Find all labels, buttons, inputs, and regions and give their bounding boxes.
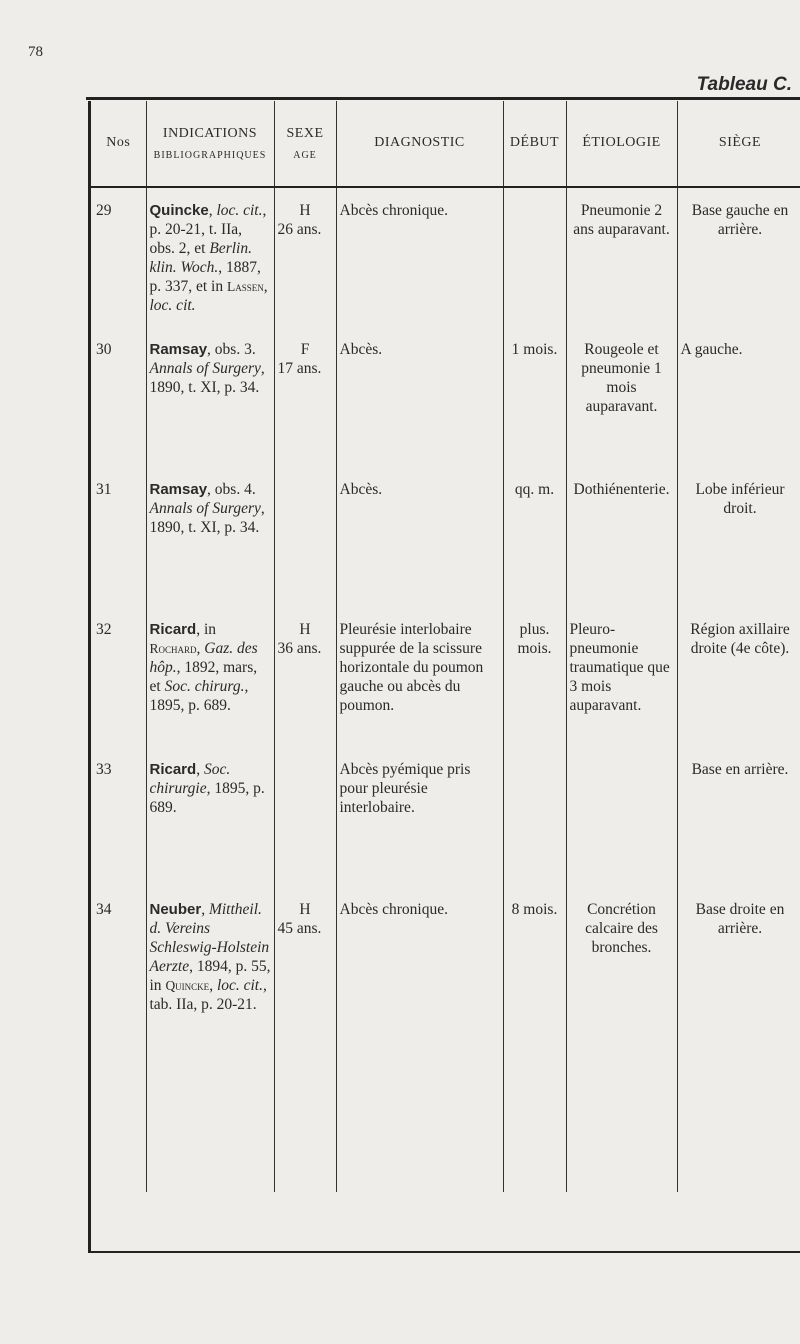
ref-part: loc. cit. [149, 296, 196, 314]
case-author: Neuber [149, 901, 202, 918]
header-indications-line1: INDICATIONS [162, 125, 258, 141]
case-number: 34 [91, 887, 146, 1192]
case-reference [146, 327, 274, 467]
case-debut [503, 187, 566, 327]
ref-part: , 1894, p. 55, in [149, 957, 271, 994]
ref-part: , [208, 202, 217, 219]
case-author: Ramsay [149, 341, 208, 358]
case-reference [146, 607, 274, 747]
ref-part: , [209, 976, 217, 994]
ref-part: Lassen [227, 278, 264, 294]
cases-table-frame [88, 101, 800, 1251]
case-sexe-age [274, 747, 336, 887]
table-row [91, 327, 800, 467]
ref-part: , obs. 3. [207, 341, 256, 358]
case-siege: Base droite en arrière. [677, 887, 800, 1192]
ref-part: Berlin. klin. Woch. [149, 239, 252, 276]
ref-part: , 1895, p. 689. [149, 677, 249, 714]
case-number: 30 [91, 327, 146, 467]
case-etiologie: Pleuro-pneumonie traumatique que 3 mois auparavant. [566, 607, 677, 747]
ref-part: , [196, 639, 205, 657]
case-etiologie: Concrétion calcaire des bronches. [566, 887, 677, 1192]
case-age: 17 ans. [277, 359, 322, 377]
ref-part: , p. 20-21, t. IIa, obs. 2, et [149, 202, 267, 257]
ref-part: Soc. chirurgie [149, 761, 231, 797]
bottom-rule [88, 1251, 800, 1253]
case-sexe: H [299, 202, 311, 219]
ref-part: , tab. IIa, p. 20-21. [149, 976, 267, 1013]
cases-table [91, 101, 800, 1192]
ref-part: , [201, 901, 209, 918]
case-diagnostic: Abcès. [336, 327, 503, 467]
header-indications [146, 101, 274, 187]
running-title: Tableau C. [696, 74, 792, 95]
ref-part: Mittheil. d. Vereins Schleswig-Holstein Aerzte [149, 901, 270, 975]
header-siege: SIÈGE [677, 101, 800, 187]
ref-part: Gaz. des hôp. [149, 639, 258, 676]
case-debut: 1 mois. [503, 327, 566, 467]
table-row [91, 887, 800, 1192]
table-row [91, 187, 800, 327]
case-number: 33 [91, 747, 146, 887]
case-sexe-age [274, 187, 336, 327]
case-reference [146, 467, 274, 607]
ref-part: , 1890, t. XI, p. 34. [149, 359, 265, 396]
case-diagnostic: Pleurésie interlobaire suppurée de la scissure horizontale du poumon gauche ou abcès du poumon. [336, 607, 503, 747]
case-etiologie: Pneumonie 2 ans auparavant. [566, 187, 677, 327]
ref-part: , 1887, p. 337, et in [149, 258, 261, 295]
header-row [91, 101, 800, 187]
case-author: Ramsay [149, 481, 208, 498]
header-sexe-line1: SEXE [286, 125, 324, 141]
ref-part: Quincke [165, 977, 210, 993]
header-no: Nos [91, 101, 146, 187]
case-etiologie: Dothiénenterie. [566, 467, 677, 607]
case-siege: Lobe inférieur droit. [677, 467, 800, 607]
top-rule [86, 97, 800, 100]
ref-part: cit. [243, 202, 263, 219]
case-etiologie: Rougeole et pneumonie 1 mois auparavant. [566, 327, 677, 467]
ref-part: loc. [216, 202, 240, 219]
case-number: 32 [91, 607, 146, 747]
table-row [91, 607, 800, 747]
case-sexe-age [274, 607, 336, 747]
case-debut: qq. m. [503, 467, 566, 607]
case-age: 36 ans. [277, 639, 322, 657]
case-reference [146, 187, 274, 327]
ref-part: , [196, 761, 204, 778]
ref-part: , 1890, t. XI, p. 34. [149, 499, 265, 536]
case-sexe: F [300, 341, 310, 358]
case-sexe-age [274, 327, 336, 467]
header-sexe [274, 101, 336, 187]
header-diagnostic: DIAGNOSTIC [336, 101, 503, 187]
page-number: 78 [28, 44, 43, 60]
header-sexe-line2: AGE [293, 150, 317, 162]
case-reference [146, 747, 274, 887]
case-siege: Région axillaire droite (4e côte). [677, 607, 800, 747]
header-indications-line2: BIBLIOGRAPHIQUES [153, 150, 267, 162]
case-etiologie [566, 747, 677, 887]
case-debut [503, 747, 566, 887]
case-number: 31 [91, 467, 146, 607]
header-etiologie: ÉTIOLOGIE [566, 101, 677, 187]
ref-part: , in [196, 621, 216, 638]
table-row [91, 747, 800, 887]
header-debut: DÉBUT [503, 101, 566, 187]
case-number: 29 [91, 187, 146, 327]
case-diagnostic: Abcès chronique. [336, 187, 503, 327]
case-diagnostic: Abcès pyémique pris pour pleurésie interlobaire. [336, 747, 503, 887]
ref-part: , 1895, p. 689. [149, 779, 265, 816]
ref-part: loc. cit. [216, 976, 263, 994]
case-sexe-age [274, 467, 336, 607]
case-sexe: H [299, 621, 311, 638]
case-author: Quincke [149, 202, 209, 219]
case-siege: Base gauche en arrière. [677, 187, 800, 327]
case-diagnostic: Abcès chronique. [336, 887, 503, 1192]
case-diagnostic: Abcès. [336, 467, 503, 607]
case-sexe: H [299, 901, 311, 918]
case-author: Ricard [149, 621, 197, 638]
table-row [91, 467, 800, 607]
case-siege: Base en arrière. [677, 747, 800, 887]
case-debut: 8 mois. [503, 887, 566, 1192]
ref-part: Annals of Surgery [149, 499, 261, 517]
case-debut: plus. mois. [503, 607, 566, 747]
case-age: 26 ans. [277, 220, 322, 238]
ref-part: Annals of Surgery [149, 359, 261, 377]
case-reference [146, 887, 274, 1192]
case-sexe-age [274, 887, 336, 1192]
case-siege: A gauche. [677, 327, 800, 467]
ref-part: , [263, 277, 268, 295]
case-author: Ricard [149, 761, 197, 778]
ref-part: , obs. 4. [207, 481, 256, 498]
ref-part: Soc. chirurg. [164, 677, 245, 695]
case-age: 45 ans. [277, 919, 322, 937]
ref-part: Rochard [149, 640, 197, 656]
ref-part: , 1892, mars, et [149, 658, 258, 695]
